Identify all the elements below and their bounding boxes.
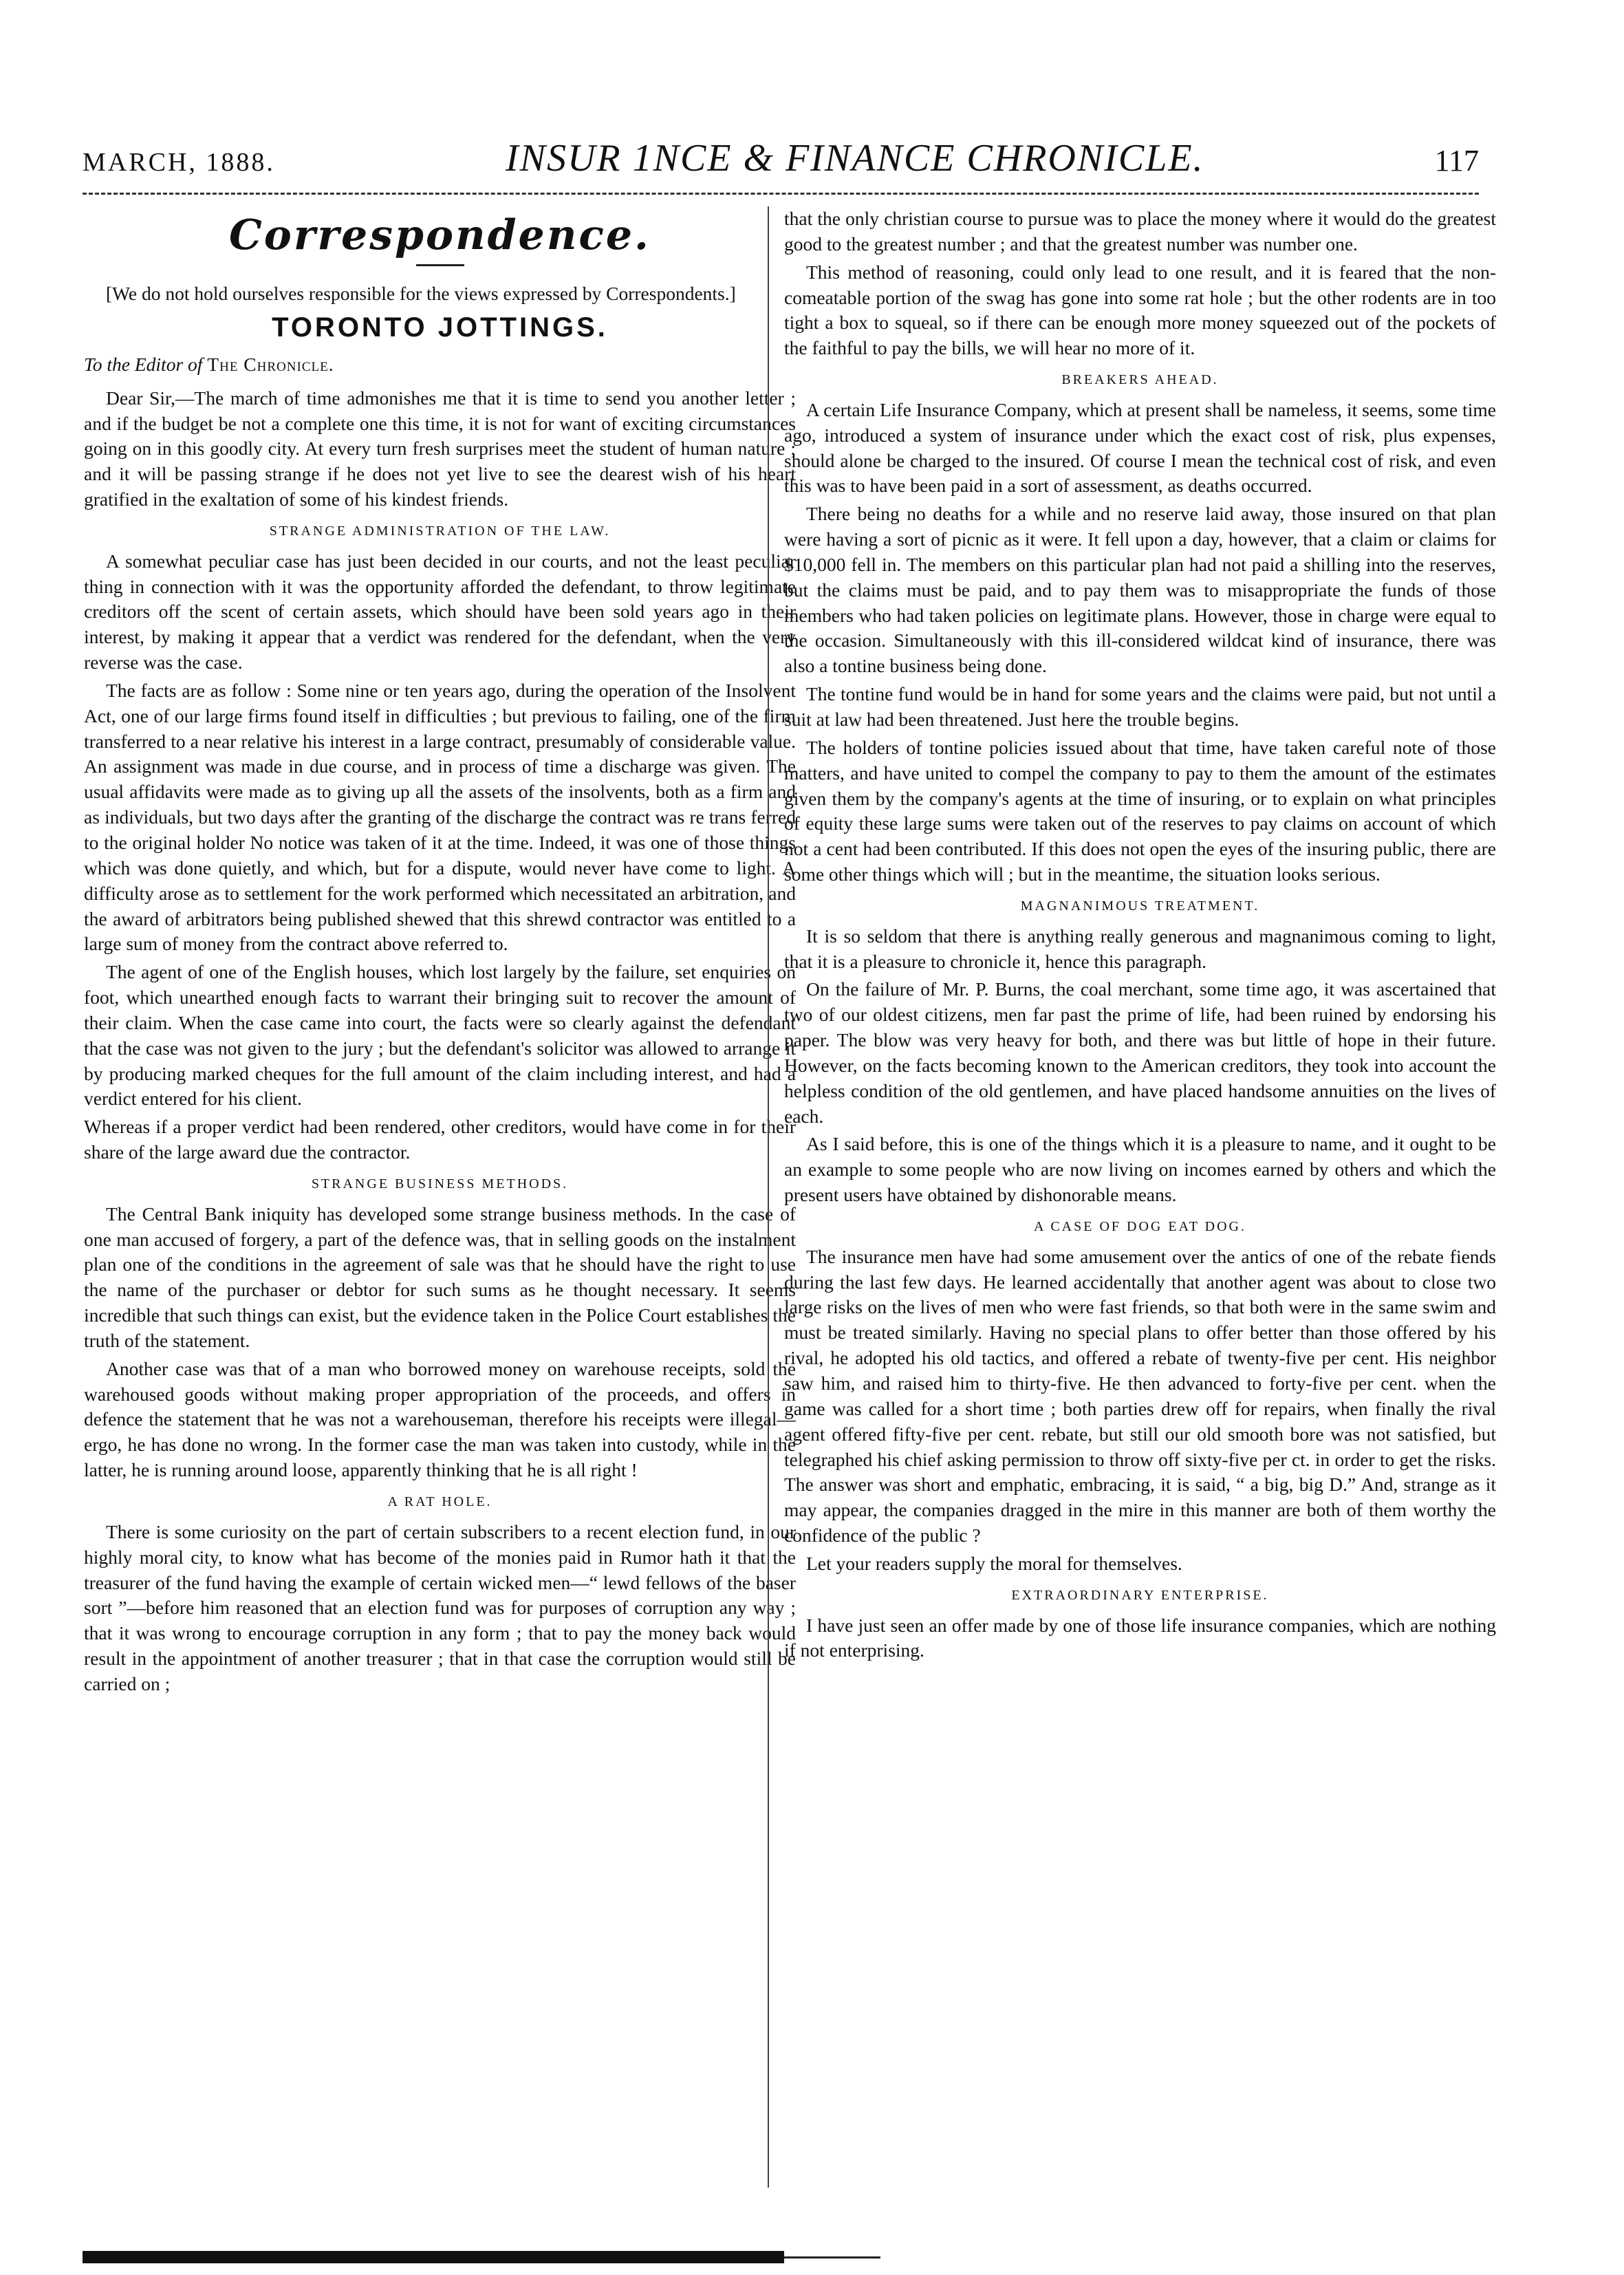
salutation-name: The Chronicle. <box>207 353 334 375</box>
paragraph: that the only christian course to pursue was to place the money where it would do the greatest good to the greatest number ; and that the greatest number was number one. <box>784 208 1496 255</box>
paragraph: The facts are as follow : Some nine or ten years ago, during the operation of the Insolvent Act, one of our large firms found itself in difficulties ; but previous to failing, one of the firm transferred to a near relative his interest in a large contract, presumably of considerable value. An assignment was made in due course, and in process of time a discharge was given. The usual affidavits were made as to giving up all the assets of the insolvents, both as a firm and as individuals, but two days after the granting of the discharge the contract was re trans ferred to the original holder No notice was taken of it at the time. Indeed, it was one of those things which was done quietly, and which, but for a dispute, would never have come to light. A difficulty arose as to settlement for the work performed which necessitated an arbitration, and the award of arbitrators being published shewed that this shrewd contractor was entitled to a large sum of money from the contract above referred to. <box>84 679 796 955</box>
sub-heading: STRANGE ADMINISTRATION OF THE LAW. <box>269 523 611 539</box>
footer-rule-thin <box>784 2256 880 2258</box>
salutation-prefix: To the Editor of <box>84 353 203 375</box>
page-number: 117 <box>1434 144 1479 177</box>
paragraph: It is so seldom that there is anything really generous and magnanimous coming to light, that it is a pleasure to chronicle it, hence this paragraph. <box>784 925 1496 972</box>
sub-heading: A CASE OF DOG EAT DOG. <box>1034 1218 1246 1234</box>
footer-rule <box>83 2251 784 2263</box>
paragraph: Whereas if a proper verdict had been rendered, other creditors, would have come in for their share of the large award due the contractor. <box>84 1116 796 1163</box>
paragraph: Let your readers supply the moral for themselves. <box>806 1552 1182 1574</box>
paragraph: The tontine fund would be in hand for some years and the claims were paid, but not until a suit at law had been threatened. Just here the trouble begins. <box>784 683 1496 730</box>
sub-heading: BREAKERS AHEAD. <box>1061 372 1219 388</box>
editorial-disclaimer: [We do not hold ourselves responsible for the views expressed by Correspondents.] <box>106 283 736 305</box>
paragraph: Dear Sir,—The march of time admonishes me that it is time to send you another letter ; and if the budget be not a complete one this time, it is not for want of exciting circumstances going on in this goodly city. At every turn fresh surprises meet the student of human nature ; and it will be passing strange if he does not yet live to see the dearest wish of his heart gratified in the exaltation of some of his kindest friends. <box>84 387 796 510</box>
publication-title: INSUR 1NCE & FINANCE CHRONICLE. <box>505 137 1204 180</box>
paragraph: There is some curiosity on the part of certain subscribers to a recent election fund, in our highly moral city, to know what has become of the monies paid in Rumor hath it that the treasurer of the fund having the example of certain wicked men—“ lewd fellows of the baser sort ”—before him reasoned that an election fund was for purposes of corruption any way ; that it was wrong to encourage corruption in any form ; that to pay the money back would result in the appointment of another treasurer ; that in that case the corruption would still be carried on ; <box>84 1520 796 1694</box>
page-header <box>83 136 1479 186</box>
paragraph: As I said before, this is one of the things which it is a pleasure to name, and it ought to be an example to some people who are now living on incomes earned by others and which the present users have obtained by dishonorable means. <box>784 1133 1496 1206</box>
paragraph: Another case was that of a man who borrowed money on warehouse receipts, sold the warehoused goods without making proper appropriation of the proceeds, and offers in defence the statement that he was not a warehouseman, therefore his receipts were illegal—ergo, he has done no wrong. In the former case the man was taken into custody, while in the latter, he is running around loose, apparently thinking that he is all right ! <box>84 1357 796 1481</box>
sub-heading: EXTRAORDINARY ENTERPRISE. <box>1011 1587 1269 1603</box>
sub-heading: STRANGE BUSINESS METHODS. <box>311 1176 569 1192</box>
left-column <box>84 206 796 1700</box>
paragraph: The insurance men have had some amusement over the antics of one of the rebate fiends during the last few days. He learned accidentally that another agent was about to close two large risks on the lives of men who were fast friends, so that both were in the same swim and must be treated similarly. Having no special plans to offer better than those offered by his rival, he adopted his old tactics, and offered a rebate of twenty-five per cent. His neighbor saw him, and raised him to thirty-five. He then advanced to forty-five per cent. when the game was called for a short time ; both parties drew off for repairs, when finally the rival agent offered fifty-five per cent. rebate, but still our old smooth bore was not satisfied, but telegraphed his chief asking permission to throw off sixty-five per ct. in order to get the risks. The answer was short and emphatic, embracing, it is said, “ a big, big D.” And, strange as it may appear, the companies dragged in the mire in this manner are both of them worthy the confidence of the public ? <box>784 1245 1496 1546</box>
paragraph: A somewhat peculiar case has just been decided in our courts, and not the least peculiar thing in connection with it was the opportunity afforded the defendant, to throw legitimate creditors off the scent of certain assets, which should have been sold years ago in their interest, by making it appear that a verdict was rendered for the defendant, when the very reverse was the case. <box>84 550 796 673</box>
sub-heading: MAGNANIMOUS TREATMENT. <box>1020 898 1260 914</box>
header-rule <box>83 193 1479 195</box>
column-divider <box>768 206 769 2188</box>
paragraph: The agent of one of the English houses, which lost largely by the failure, set enquiries on foot, which unearthed enough facts to warrant their bringing suit to recover the amount of their claim. When the case came into court, the facts were so clearly against the defendant that the case was not given to the jury ; but the defendant's solicitor was allowed to arrange it by producing marked cheques for the full amount of the claim including interest, and had a verdict entered for his client. <box>84 961 796 1110</box>
paragraph: The Central Bank iniquity has developed some strange business methods. In the case of one man accused of forgery, a part of the defence was, that in selling goods on the instalment plan one of the conditions in the agreement of sale was that he should have the right to use the name of the purchaser or debtor for such sums as he thought necessary. It seems incredible that such things can exist, but the evidence taken in the Police Court establishes the truth of the statement. <box>84 1203 796 1351</box>
paragraph: The holders of tontine policies issued about that time, have taken careful note of those matters, and have united to compel the company to pay to them the amount of the estimates given them by the company's agents at the time of insuring, or to explain on what principles of equity these large sums were taken out of the reserves to pay claims on account of which not a cent had been contributed. If this does not open the eyes of the insuring public, there are some other things which will ; but in the meantime, the situation looks serious. <box>784 736 1496 885</box>
sub-heading: A RAT HOLE. <box>387 1494 492 1510</box>
masthead-rule <box>416 264 464 266</box>
salutation <box>84 352 796 378</box>
paragraph: There being no deaths for a while and no reserve laid away, those insured on that plan were having a sort of picnic as it were. It fell upon a day, however, that a claim or claims for $10,000 fell in. The members on this particular plan had not paid a shilling into the reserves, but the claims must be paid, and to pay them was to misappropriate the funds of those members who had taken policies on legitimate plans. However, those in charge were equal to the occasion. Simultaneously with this ill-considered wildcat kind of insurance, there was also a tontine business being done. <box>784 503 1496 677</box>
paragraph: A certain Life Insurance Company, which at present shall be nameless, it seems, some time ago, introduced a system of insurance under which the exact cost of risk, plus expenses, should alone be charged to the insured. Of course I mean the technical cost of risk, and even this was to have been paid in a sort of assessment, as deaths occurred. <box>784 398 1496 497</box>
article-heading: TORONTO JOTTINGS. <box>272 312 608 343</box>
header-date: MARCH, 1888. <box>83 148 275 177</box>
section-masthead: Correspondence. <box>229 211 651 259</box>
paragraph: On the failure of Mr. P. Burns, the coal merchant, some time ago, it was ascertained that two of our oldest citizens, men far past the prime of life, had been ruined by endorsing his paper. The blow was very heavy for both, and there was but little of hope in their future. However, on the facts becoming known to the American creditors, they took into account the helpless condition of the old gentlemen, and have placed handsome annuities on the lives of each. <box>784 978 1496 1127</box>
paragraph: This method of reasoning, could only lead to one result, and it is feared that the non-comeatable portion of the swag has gone into some rat hole ; but the other rodents are in too tight a box to squeal, so if there can be enough more money squeezed out of the pockets of the faithful to pay the bills, we will hear no more of it. <box>784 261 1496 359</box>
right-column <box>784 206 1496 1666</box>
paragraph: I have just seen an offer made by one of those life insurance companies, which are nothing if not enterprising. <box>784 1614 1496 1661</box>
